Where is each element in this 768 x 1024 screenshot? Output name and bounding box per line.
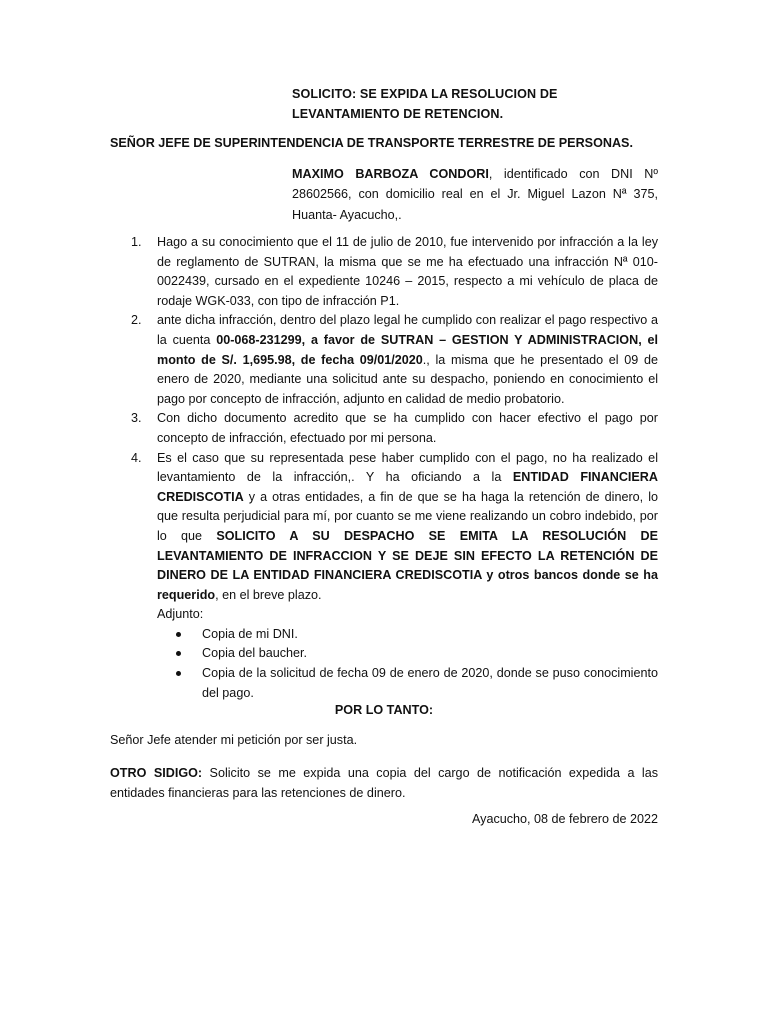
list-item [110,311,658,409]
petitioner-details: , identificado con DNI Nº 28602566, con domicilio real en el Jr. Miguel Lazon Nª 375, Huanta- Ayacucho,. [292,167,658,222]
financial-entity: ENTIDAD FINANCIERA CREDISCOTIA [157,470,658,504]
list-item-text: Con dicho documento acredito que se ha cumplido con hacer efectivo el pago por concepto de infracción, efectuado por mi persona. [157,411,658,445]
por-lo-tanto-heading: POR LO TANTO: [334,703,434,717]
attachment-item [157,664,658,703]
attachment-item [157,644,658,664]
bullet-icon [176,632,181,637]
list-number: 2. [131,313,142,328]
otrosi-text: Solicito se me expida una copia del cargo de notificación expedida a las entidades financieras para las retenciones de dinero. [110,766,659,800]
list-item-text: Hago a su conocimiento que el 11 de julio de 2010, fue intervenido por infracción a la ley de reglamento de SUTRAN, la misma que se me ha efectuado una infracción Nª 010-0022439, cursado en el expediente 10246 – 2015, respecto a mi vehículo de placa de rodaje WGK-033, con tipo de infracción P1. [157,235,658,308]
list-item-text: Es el caso que su representada pese haber cumplido con el pago, no ha realizado el levantamiento de la infracción,. Y ha oficiando a la [157,450,658,485]
attachment-text: Copia de mi DNI. [202,626,298,641]
attachment-item [157,625,658,645]
otrosi-label: OTRO SIDIGO: [110,766,203,780]
list-item-text: y a otras entidades, a fin de que se ha haga la retención de dinero, lo que resulta perjudicial para mí, por cuanto se me viene realizando un cobro indebido, por lo que [157,489,658,543]
list-number: 4. [131,450,142,465]
list-item [110,233,658,311]
list-item-text: ., la misma que he presentado el 09 de enero de 2020, mediante una solicitud ante su despacho, poniendo en conocimiento el pago por concepto de infracción, adjunto en calidad de medio probatorio. [157,352,658,406]
list-item-text: ante dicha infracción, dentro del plazo legal he cumplido con realizar el pago respectivo a la cuenta [157,313,658,347]
place-date: Ayacucho, 08 de febrero de 2022 [471,812,658,826]
bullet-icon [176,651,181,656]
numbered-list [110,233,658,703]
list-item-text: , en el breve plazo. [215,587,322,602]
attachment-text: Copia de la solicitud de fecha 09 de enero de 2020, donde se puso conocimiento del pago. [202,666,658,700]
attachment-text: Copia del baucher. [202,646,308,661]
petitioner-name: MAXIMO BARBOZA CONDORI [292,167,489,181]
otrosi-paragraph [110,764,658,803]
attachments-list [157,625,658,703]
addressee-line: SEÑOR JEFE DE SUPERINTENDENCIA DE TRANSPORTE TERRESTRE DE PERSONAS. [110,136,633,150]
solicito-heading: SOLICITO: SE EXPIDA LA RESOLUCION DE LEVANTAMIENTO DE RETENCION. [292,87,558,121]
main-request: SOLICITO A SU DESPACHO SE EMITA LA RESOLUCIÓN DE LEVANTAMIENTO DE INFRACCION Y SE DEJE SIN EFECTO LA RETENCIÓN DE DINERO DE LA ENTIDAD FINANCIERA CREDISCOTIA y otros bancos donde se ha requerido [157,528,658,602]
list-item [110,409,658,448]
list-number: 3. [131,411,142,426]
identity-paragraph [292,164,658,225]
request-line: Señor Jefe atender mi petición por ser justa. [110,733,358,747]
payment-details: 00-068-231299, a favor de SUTRAN – GESTION Y ADMINISTRACION, el monto de S/. 1,695.98, de fecha 09/01/2020 [157,332,658,367]
list-item [110,449,658,704]
list-number: 1. [131,235,142,249]
bullet-icon [176,671,181,676]
adjunto-label: Adjunto: [157,607,204,622]
